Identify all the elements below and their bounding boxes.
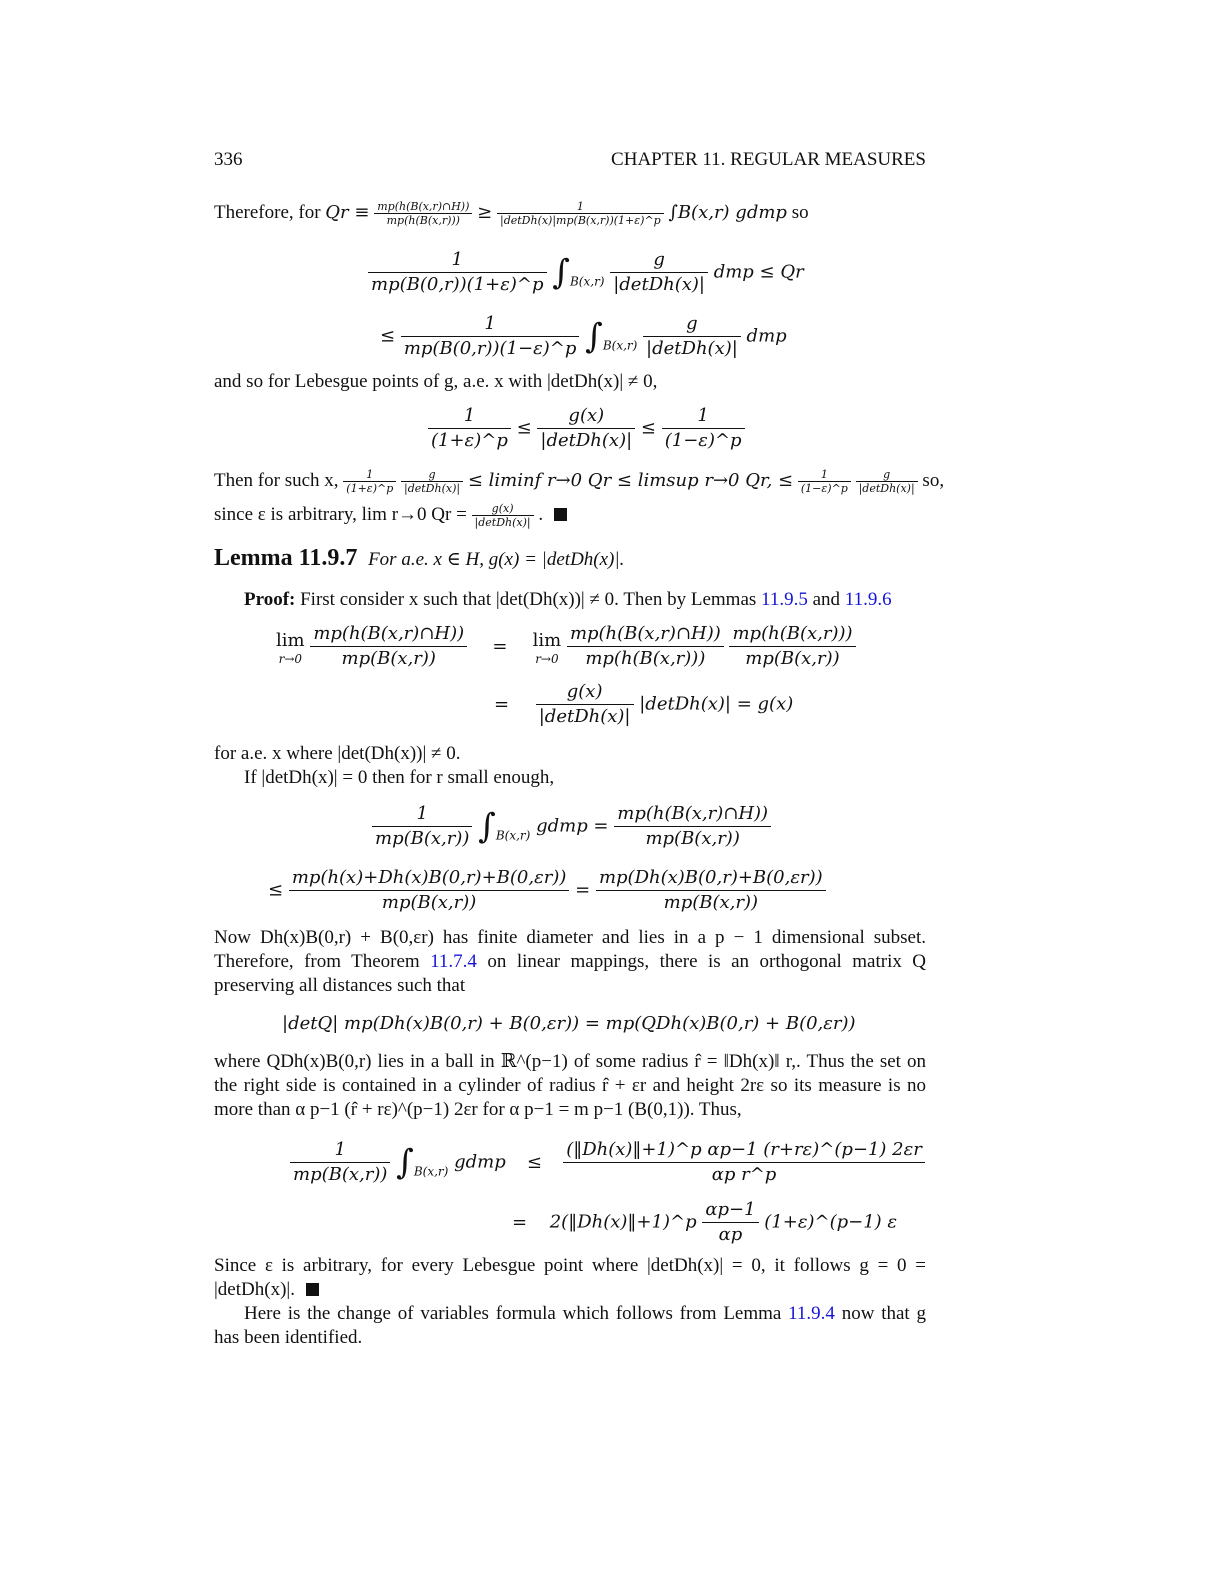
integral-domain: B(x,r) xyxy=(495,828,531,843)
lim-label: lim xyxy=(276,629,305,651)
proof-intro xyxy=(244,588,892,612)
equation-1 xyxy=(368,248,804,297)
equation-6 xyxy=(268,866,826,915)
eq3-le-2: ≤ xyxy=(640,417,656,439)
limit-operator xyxy=(276,629,305,665)
fraction-numerator: mp(Dh(x)B(0,r)+B(0,εr)) xyxy=(596,866,826,891)
fraction-denominator: (1+ε)^p xyxy=(346,482,394,495)
lemma-title: Lemma 11.9.7 xyxy=(214,545,358,571)
fraction-denominator: |detDh(x)| xyxy=(858,482,915,495)
fraction-denominator: |detDh(x)| xyxy=(538,706,631,727)
eq6-right-fraction xyxy=(596,866,826,915)
fraction-numerator: 1 xyxy=(290,1138,390,1163)
fraction-denominator: mp(B(x,r)) xyxy=(293,1164,388,1185)
fraction-denominator: (1−ε)^p xyxy=(800,482,848,495)
proof-and: and xyxy=(812,589,841,610)
integral-domain: B(x,r) xyxy=(569,274,605,289)
paragraph-where: where QDh(x)B(0,r) lies in a ball in ℝ^(p−1) of some radius r̂ = ‖Dh(x)‖ r,. Thus the set on the right side is contained in a cylinder of radius r̂ + εr and height 2rε so its measure is no more than α p−1 (r̂ + rε)^(p−1) 2εr for α p−1 = m p−1 (B(0,1)). Thus, xyxy=(214,1051,926,1120)
p1-tail: so xyxy=(791,201,809,223)
eq8-mid: gdmp xyxy=(454,1151,506,1173)
eq2-integrand xyxy=(643,312,741,361)
p3-so: so, xyxy=(922,469,945,491)
eq4-equals-2: = xyxy=(494,693,510,715)
p1-fraction-2 xyxy=(497,200,664,227)
integral-sign: ∫ xyxy=(478,806,496,847)
fraction-numerator: 1 xyxy=(343,468,396,482)
paragraph-since-eps xyxy=(214,1254,926,1302)
fraction-denominator: mp(B(0,r))(1−ε)^p xyxy=(403,338,577,359)
paragraph-if-det-zero: If |detDh(x)| = 0 then for r small enough, xyxy=(244,767,555,788)
equation-4-line-2 xyxy=(494,680,793,729)
p5-text-a: Now Dh(x)B(0,r) + B(0,εr) has finite diameter and lies in a p − 1 dimensional subset. Therefore, from Theorem xyxy=(214,927,926,972)
eq4-right-fraction-1 xyxy=(567,622,724,671)
equation-8-line-2 xyxy=(512,1198,897,1247)
paragraph-lebesgue-points: and so for Lebesgue points of g, a.e. x with |detDh(x)| ≠ 0, xyxy=(214,371,658,392)
eq3-le-1: ≤ xyxy=(516,417,532,439)
integral-sign: ∫ xyxy=(585,316,603,357)
paragraph-therefore xyxy=(214,200,926,227)
p3-fraction-a xyxy=(343,468,396,495)
lemma-statement: For a.e. x ∈ H, g(x) = |detDh(x)|. xyxy=(368,549,625,570)
p7-line2-a: Here is the change of variables formula which follows from Lemma xyxy=(244,1303,782,1324)
fraction-numerator: 1 xyxy=(428,404,511,429)
fraction-numerator: g(x) xyxy=(537,404,635,429)
fraction-numerator: 1 xyxy=(798,468,851,482)
fraction-numerator: 1 xyxy=(497,200,664,214)
fraction-denominator: |detDh(x)|mp(B(x,r))(1+ε)^p xyxy=(499,214,661,227)
equation-4-line-1 xyxy=(276,622,856,671)
fraction-denominator: mp(B(x,r)) xyxy=(663,892,759,913)
fraction-denominator: mp(B(x,r)) xyxy=(375,828,470,849)
eq8-le: ≤ xyxy=(526,1151,542,1173)
fraction-numerator: mp(h(x)+Dh(x)B(0,r)+B(0,εr)) xyxy=(289,866,570,891)
eq6-equals: = xyxy=(575,879,591,901)
eq4-right-fraction-2 xyxy=(729,622,855,671)
equation-8-line-1 xyxy=(290,1138,925,1187)
equation-5 xyxy=(372,802,771,851)
lemma-link-11-9-4[interactable]: 11.9.4 xyxy=(788,1303,835,1324)
eq6-left-fraction xyxy=(289,866,570,915)
lemma-link-11-9-5[interactable]: 11.9.5 xyxy=(761,589,808,610)
paragraph-then-line-1 xyxy=(214,468,945,495)
integral-sign: ∫ xyxy=(552,252,570,293)
eq8-alpha-fraction xyxy=(702,1198,758,1247)
fraction-numerator: g xyxy=(643,312,741,337)
lemma-11-9-7 xyxy=(214,546,624,572)
paragraph-now xyxy=(214,926,926,998)
eq8-equals: = xyxy=(512,1211,528,1233)
eq2-fraction xyxy=(401,312,580,361)
p1-integral: ∫B(x,r) gdmp xyxy=(668,201,787,223)
eq1-integrand xyxy=(610,248,708,297)
eq8-fraction xyxy=(290,1138,390,1187)
eq4-g-fraction xyxy=(536,680,634,729)
p3-line2-tail: . xyxy=(538,503,544,525)
proof-label: Proof: xyxy=(244,589,296,610)
integral-domain: B(x,r) xyxy=(413,1164,449,1179)
eq8-line2-a: 2(‖Dh(x)‖+1)^p xyxy=(549,1211,697,1233)
qed-square-icon xyxy=(306,1283,319,1296)
lim-label: lim xyxy=(532,629,562,651)
p3-mid: ≤ liminf r→0 Qr ≤ limsup r→0 Qr, ≤ xyxy=(467,469,794,491)
paragraph-for-ae: for a.e. x where |det(Dh(x))| ≠ 0. xyxy=(214,743,461,764)
fraction-numerator: mp(h(B(x,r)∩H)) xyxy=(310,622,467,647)
fraction-numerator: mp(h(B(x,r)∩H)) xyxy=(567,622,724,647)
paragraph-then-line-2 xyxy=(214,502,567,529)
eq8-line2-b: (1+ε)^(p−1) ε xyxy=(764,1211,898,1233)
fraction-denominator: αp r^p xyxy=(711,1164,777,1185)
fraction-numerator: mp(h(B(x,r))) xyxy=(729,622,855,647)
fraction-numerator: αp−1 xyxy=(702,1198,758,1223)
p3-fraction-b xyxy=(401,468,463,495)
eq1-fraction xyxy=(368,248,547,297)
eq8-right-fraction xyxy=(563,1138,925,1187)
limit-operator-right xyxy=(533,629,562,665)
eq3-fraction-a xyxy=(428,404,511,453)
lemma-link-11-9-6[interactable]: 11.9.6 xyxy=(844,589,892,610)
fraction-denominator: mp(B(x,r)) xyxy=(341,648,436,669)
fraction-numerator: (‖Dh(x)‖+1)^p αp−1 (r+rε)^(p−1) 2εr xyxy=(563,1138,925,1163)
fraction-denominator: mp(h(B(x,r))) xyxy=(386,214,460,227)
eq5-fraction xyxy=(372,802,472,851)
p3-fraction-d xyxy=(856,468,918,495)
running-head: CHAPTER 11. REGULAR MEASURES xyxy=(611,149,926,170)
fraction-denominator: (1−ε)^p xyxy=(664,430,742,451)
lim-subscript: r→0 xyxy=(278,651,303,666)
paragraph-change-of-variables xyxy=(214,1302,926,1350)
integral-domain: B(x,r) xyxy=(602,338,638,353)
eq2-rhs: dmp xyxy=(746,325,787,347)
fraction-numerator: g xyxy=(856,468,918,482)
proof-text: First consider x such that |det(Dh(x))| ≠ 0. Then by Lemmas xyxy=(300,589,757,610)
fraction-numerator: 1 xyxy=(401,312,580,337)
eq4-tail: |detDh(x)| = g(x) xyxy=(639,693,794,715)
fraction-numerator: 1 xyxy=(662,404,745,429)
integral-sign: ∫ xyxy=(396,1142,414,1183)
p3-fraction-c xyxy=(798,468,851,495)
p3-lead: Then for such x, xyxy=(214,469,339,491)
equation-3 xyxy=(428,404,745,453)
eq5-right-fraction xyxy=(614,802,771,851)
eq4-equals: = xyxy=(492,635,508,657)
p7-line2-b: now that g has been identified. xyxy=(214,1303,926,1348)
fraction-numerator: 1 xyxy=(372,802,472,827)
fraction-denominator: mp(B(0,r))(1+ε)^p xyxy=(371,274,544,295)
page-number: 336 xyxy=(214,149,243,170)
fraction-numerator: mp(h(B(x,r)∩H)) xyxy=(374,200,472,214)
fraction-denominator: αp xyxy=(718,1224,743,1245)
fraction-denominator: (1+ε)^p xyxy=(431,430,508,451)
fraction-numerator: mp(h(B(x,r)∩H)) xyxy=(614,802,771,827)
p3-line2-lead: since ε is arbitrary, lim r→0 Qr = xyxy=(214,503,467,525)
fraction-numerator: g(x) xyxy=(472,502,534,516)
eq1-rhs: dmp ≤ Qr xyxy=(713,261,804,283)
p7-line1: Since ε is arbitrary, for every Lebesgue point where |detDh(x)| = 0, it follows g = 0 = |detDh(x)|. xyxy=(214,1255,926,1300)
p1-q-def: Qr ≡ xyxy=(325,201,370,223)
p1-lead: Therefore, for xyxy=(214,201,321,223)
eq4-left-fraction xyxy=(310,622,467,671)
fraction-denominator: mp(B(x,r)) xyxy=(745,648,840,669)
fraction-numerator: 1 xyxy=(368,248,547,273)
fraction-denominator: mp(h(B(x,r))) xyxy=(585,648,706,669)
theorem-link-11-7-4[interactable]: 11.7.4 xyxy=(430,951,477,972)
fraction-numerator: g xyxy=(610,248,708,273)
p5-text-b: on linear mappings, there is an orthogonal matrix Q preserving all distances such that xyxy=(214,951,927,996)
p1-fraction-1 xyxy=(374,200,472,227)
fraction-numerator: g xyxy=(401,468,463,482)
fraction-denominator: |detDh(x)| xyxy=(540,430,633,451)
fraction-denominator: mp(B(x,r)) xyxy=(645,828,740,849)
p3-fraction-e xyxy=(472,502,534,529)
equation-2 xyxy=(380,312,787,361)
fraction-denominator: mp(B(x,r)) xyxy=(381,892,477,913)
fraction-denominator: |detDh(x)| xyxy=(613,274,705,295)
equation-7: |detQ| mp(Dh(x)B(0,r) + B(0,εr)) = mp(QDh(x)B(0,r) + B(0,εr)) xyxy=(282,1013,856,1034)
fraction-denominator: |detDh(x)| xyxy=(404,482,461,495)
eq6-le: ≤ xyxy=(268,879,284,901)
fraction-denominator: |detDh(x)| xyxy=(474,516,531,529)
fraction-numerator: g(x) xyxy=(536,680,634,705)
eq3-fraction-b xyxy=(537,404,635,453)
eq3-fraction-c xyxy=(662,404,745,453)
lim-subscript: r→0 xyxy=(535,651,559,666)
eq2-lhs: ≤ xyxy=(380,325,396,347)
p1-geq: ≥ xyxy=(477,201,493,223)
fraction-denominator: |detDh(x)| xyxy=(646,338,738,359)
eq5-mid: gdmp = xyxy=(536,815,609,837)
qed-square-icon xyxy=(554,508,567,521)
